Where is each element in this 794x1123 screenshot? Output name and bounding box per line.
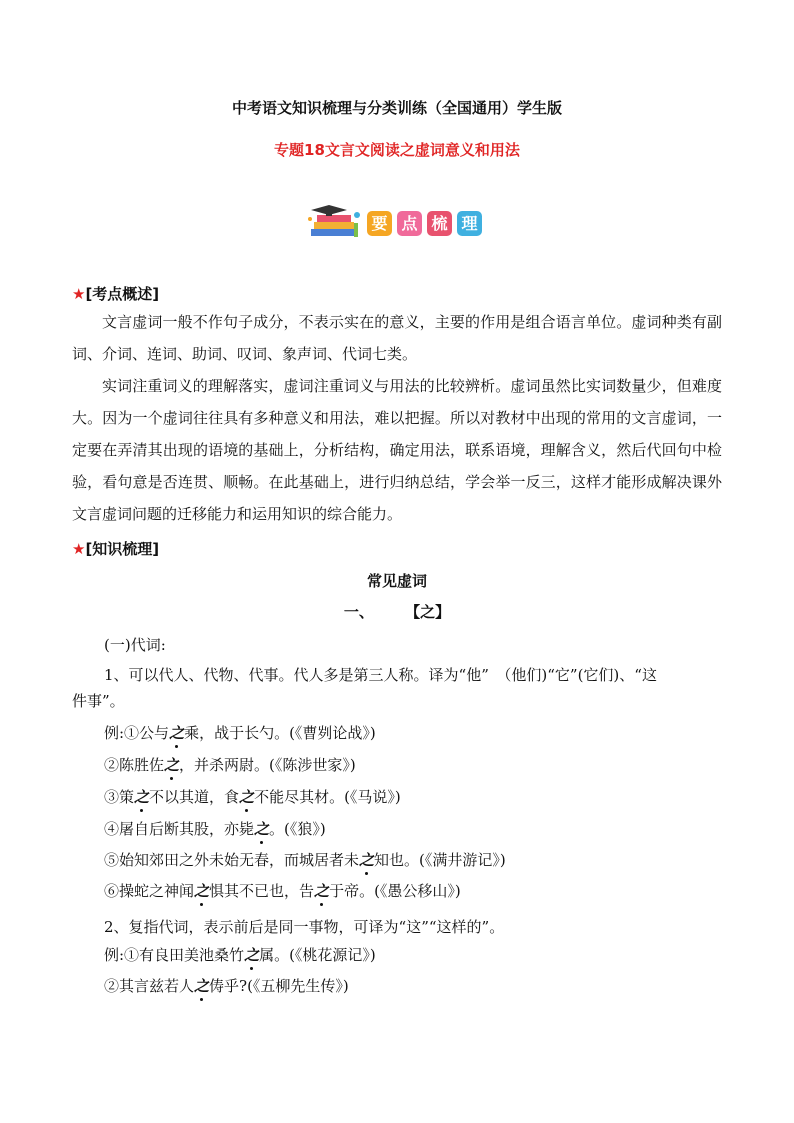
document-title: 中考语文知识梳理与分类训练（全国通用）学生版 — [231, 99, 562, 117]
example-5: ⑤始知郊田之外未始无春，而城居者未之知也。(《满井游记》) — [104, 851, 506, 869]
emphasized-zhi: 之 — [194, 977, 210, 995]
item1-line2: 件事”。 — [72, 692, 125, 710]
subheading-number: 一、 — [343, 603, 374, 621]
example-8: ②其言兹若人之俦乎?(《五柳先生传》) — [104, 977, 349, 995]
example-2: ②陈胜佐之，并杀两尉。(《陈涉世家》) — [104, 756, 356, 774]
example-1: 例:①公与之乘，战于长勺。(《曹刿论战》) — [104, 724, 376, 742]
emphasized-zhi: 之 — [254, 820, 270, 838]
common-function-words-heading: 常见虚词 — [366, 572, 427, 590]
banner-char-3: 梳 — [427, 211, 452, 236]
key-points-banner — [307, 203, 497, 243]
section-overview-heading — [72, 283, 159, 304]
emphasized-zhi: 之 — [314, 882, 330, 900]
star-icon: ★ — [72, 540, 86, 558]
example-6: ⑥操蛇之神闻之惧其不已也，告之于帝。(《愚公移山》) — [104, 882, 461, 900]
emphasized-zhi: 之 — [134, 788, 150, 806]
overview-paragraph-1: 文言虚词一般不作句子成分，不表示实在的意义，主要的作用是组合语言单位。虚词种类有副词、介词、连词、助词、叹词、象声词、代词七类。 — [72, 313, 722, 363]
zhi-subheading — [0, 601, 794, 622]
document-subtitle: 专题18文言文阅读之虚词意义和用法 — [274, 141, 520, 159]
emphasized-zhi: 之 — [194, 882, 210, 900]
item1-line1: 1、可以代人、代物、代事。代人多是第三人称。译为“他” （他们)“它”(它们)、“这 — [104, 666, 657, 684]
category-pronoun: (一)代词: — [104, 636, 166, 654]
example-7: 例:①有良田美池桑竹之属。(《桃花源记》) — [104, 946, 376, 964]
section-knowledge-heading — [72, 538, 159, 559]
banner-char-2: 点 — [397, 211, 422, 236]
item2: 2、复指代词，表示前后是同一事物，可译为“这”“这样的”。 — [104, 918, 505, 936]
emphasized-zhi: 之 — [244, 946, 260, 964]
section-overview-title: [考点概述] — [85, 285, 160, 303]
emphasized-zhi: 之 — [359, 851, 375, 869]
section-knowledge-title: [知识梳理] — [85, 540, 160, 558]
banner-char-1: 要 — [367, 211, 392, 236]
banner-char-4: 理 — [457, 211, 482, 236]
emphasized-zhi: 之 — [169, 724, 185, 742]
example-3: ③策之不以其道，食之不能尽其材。(《马说》) — [104, 788, 401, 806]
star-icon: ★ — [72, 285, 86, 303]
example-4: ④屠自后断其股，亦毙之。(《狼》) — [104, 820, 326, 838]
emphasized-zhi: 之 — [164, 756, 180, 774]
subheading-word: 【之】 — [405, 603, 451, 621]
emphasized-zhi: 之 — [239, 788, 255, 806]
books-icon — [307, 203, 363, 241]
overview-paragraph-2: 实词注重词义的理解落实，虚词注重词义与用法的比较辨析。虚词虽然比实词数量少，但难度大。因为一个虚词往往具有多种意义和用法，难以把握。所以对教材中出现的常用的文言虚词，一定要在弄清其出现的语境的基础上，分析结构，确定用法，联系语境，理解含义，然后代回句中检验，看句意是否连贯、顺畅。在此基础上，进行归纳总结，学会举一反三，这样才能形成解决课外文言虚词问题的迁移能力和运用知识的综合能力。 — [72, 377, 722, 523]
